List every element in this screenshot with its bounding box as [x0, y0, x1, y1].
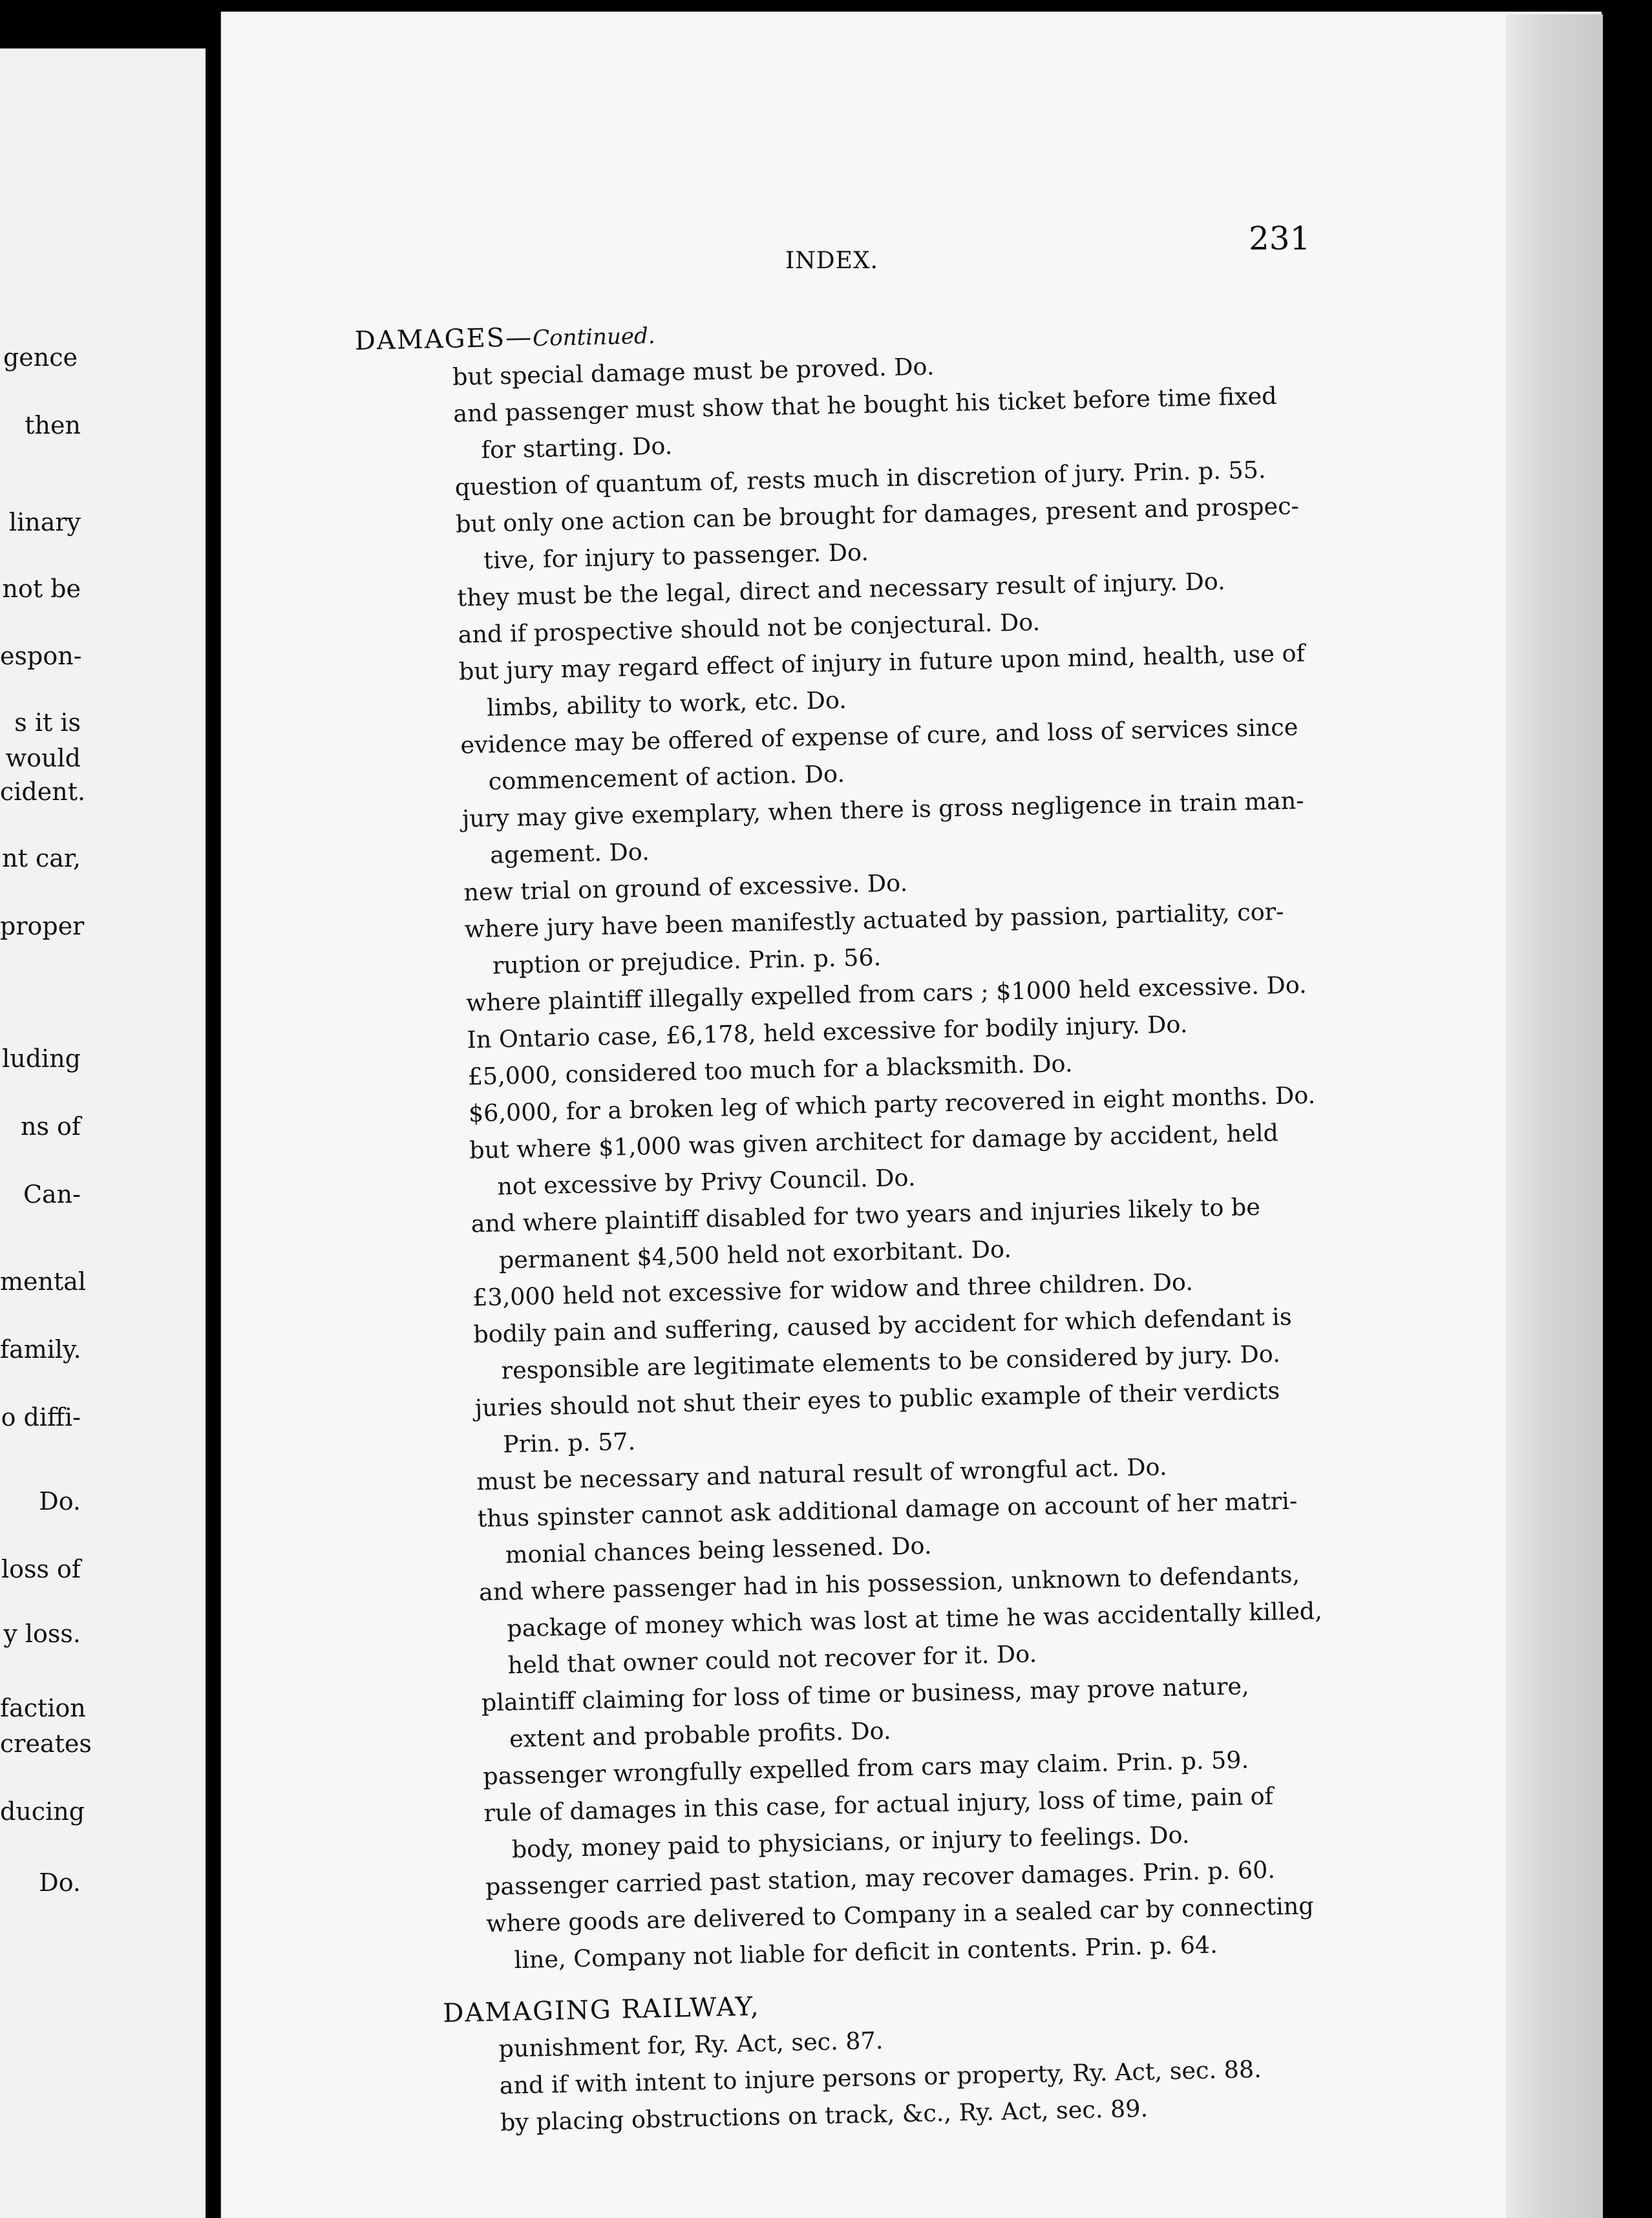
left-page-fragment: not be [2, 575, 81, 603]
index-subentry: and where passenger had in his possession, unknown to defendants, [478, 1560, 1300, 1607]
index-subentry: jury may give exemplary, when there is gross negligence in train man- [461, 787, 1305, 833]
left-page-fragment: would [5, 744, 81, 772]
left-page-fragment: then [25, 411, 81, 439]
index-subentry: they must be the legal, direct and necessary result of injury. Do. [457, 567, 1226, 612]
heading-continued: Continued. [532, 322, 655, 352]
index-subentry: evidence may be offered of expense of cure, and loss of services since [460, 713, 1298, 759]
left-page-fragment: proper [0, 912, 85, 940]
left-page-fragment: loss of [1, 1555, 81, 1583]
left-page-fragment: luding [2, 1044, 81, 1073]
index-subentry-continuation: ruption or prejudice. Prin. p. 56. [492, 943, 882, 980]
left-page-fragment: gence [3, 343, 78, 372]
index-subentry-continuation: Prin. p. 57. [502, 1427, 636, 1459]
index-subentry: thus spinster cannot ask additional damage on account of her matri- [477, 1486, 1298, 1533]
index-subentry: by placing obstructions on track, &c., Ry. Act, sec. 89. [500, 2094, 1149, 2137]
index-subentry: but only one action can be brought for damages, present and prospec- [455, 492, 1300, 538]
index-subentry: where plaintiff illegally expelled from cars ; $1000 held excessive. Do. [465, 971, 1308, 1017]
index-subentry: punishment for, Ry. Act, sec. 87. [498, 2026, 884, 2063]
left-page-fragment: Can- [23, 1180, 81, 1209]
left-page-fragment: nt car, [2, 844, 81, 872]
index-subentry: passenger wrongfully expelled from cars may claim. Prin. p. 59. [482, 1746, 1249, 1791]
index-subentry: plaintiff claiming for loss of time or business, may prove nature, [481, 1672, 1250, 1717]
index-subentry: where jury have been manifestly actuated by passion, partiality, cor- [464, 897, 1284, 944]
index-subentry: £5,000, considered too much for a blacksmith. Do. [467, 1050, 1073, 1091]
left-page-fragment: espon- [0, 642, 82, 670]
index-subentry: question of quantum of, rests much in discretion of jury. Prin. p. 55. [454, 456, 1266, 502]
index-subentry-continuation: line, Company not liable for deficit in contents. Prin. p. 64. [514, 1930, 1218, 1974]
index-subentry-continuation: responsible are legitimate elements to be considered by jury. Do. [501, 1340, 1281, 1385]
index-subentry: but special damage must be proved. Do. [452, 352, 935, 391]
index-subentry-continuation: package of money which was lost at time he was accidentally killed, [506, 1596, 1323, 1643]
index-subentry-continuation: not excessive by Privy Council. Do. [496, 1163, 916, 1201]
running-head: INDEX. [785, 248, 878, 274]
index-subentry: new trial on ground of excessive. Do. [463, 869, 908, 907]
index-body [354, 293, 1454, 2143]
left-page-fragment: ns of [21, 1112, 81, 1141]
index-subentry-continuation: for starting. Do. [481, 432, 673, 464]
index-subentry-continuation: tive, for injury to passenger. Do. [483, 538, 869, 575]
left-page-fragment: s it is [14, 708, 81, 737]
index-subentry: $6,000, for a broken leg of which party recovered in eight months. Do. [468, 1081, 1316, 1128]
left-page-fragment: Do. [39, 1487, 81, 1516]
left-page-fragment: Do. [39, 1868, 81, 1897]
index-subentry-continuation: commencement of action. Do. [488, 759, 845, 796]
index-subentry: and if with intent to injure persons or property, Ry. Act, sec. 88. [499, 2055, 1262, 2100]
heading-text: DAMAGING RAILWAY, [442, 1991, 761, 2029]
left-page-fragment: mental [0, 1267, 87, 1296]
heading-text: DAMAGES— [354, 322, 533, 356]
index-subentry: must be necessary and natural result of wrongful act. Do. [476, 1452, 1167, 1496]
index-subentry: but jury may regard effect of injury in future upon mind, health, use of [458, 639, 1306, 686]
index-subentry: where goods are delivered to Company in a sealed car by connecting [485, 1892, 1315, 1938]
index-subentry-continuation: body, money paid to physicians, or injury to feelings. Do. [511, 1821, 1190, 1864]
left-page-fragment: family. [0, 1335, 81, 1364]
index-subentry: and if prospective should not be conjectural. Do. [458, 607, 1041, 649]
page-edge [1506, 14, 1603, 2218]
left-page-fragment: cident. [0, 777, 86, 806]
index-subentry: bodily pain and suffering, caused by accident for which defendant is [472, 1302, 1293, 1349]
index-subentry-continuation: agement. Do. [489, 838, 650, 869]
left-page-fragment: y loss. [3, 1620, 81, 1648]
index-subentry: In Ontario case, £6,178, held excessive for bodily injury. Do. [466, 1010, 1188, 1054]
page-number: 231 [1249, 220, 1311, 257]
index-subentry-continuation: extent and probable profits. Do. [509, 1716, 891, 1753]
facing-page-left [0, 48, 206, 2218]
index-subentry: rule of damages in this case, for actual injury, loss of time, pain of [483, 1782, 1274, 1828]
index-subentry: passenger carried past station, may recover damages. Prin. p. 60. [485, 1855, 1276, 1901]
left-page-fragment: linary [8, 508, 81, 536]
index-subentry: and where plaintiff disabled for two years and injuries likely to be [471, 1192, 1261, 1238]
index-subentry-continuation: monial chances being lessened. Do. [505, 1531, 932, 1569]
index-subentry-continuation: held that owner could not recover for it. Do. [507, 1640, 1037, 1680]
index-subentry: £3,000 held not excessive for widow and three children. Do. [472, 1268, 1194, 1312]
left-page-fragment: ducing [0, 1797, 85, 1826]
left-page-fragment: faction [0, 1694, 86, 1722]
index-subentry: and passenger must show that he bought his ticket before time fixed [452, 381, 1277, 428]
index-subentry: but where $1,000 was given architect for damage by accident, held [469, 1119, 1279, 1165]
left-page-fragment: o diffi- [1, 1403, 81, 1431]
index-subentry-continuation: permanent $4,500 held not exorbitant. Do. [498, 1235, 1012, 1274]
index-subentry-continuation: limbs, ability to work, etc. Do. [486, 686, 847, 722]
index-subentry: juries should not shut their eyes to public example of their verdicts [474, 1377, 1280, 1422]
left-page-fragment: creates [0, 1729, 92, 1758]
